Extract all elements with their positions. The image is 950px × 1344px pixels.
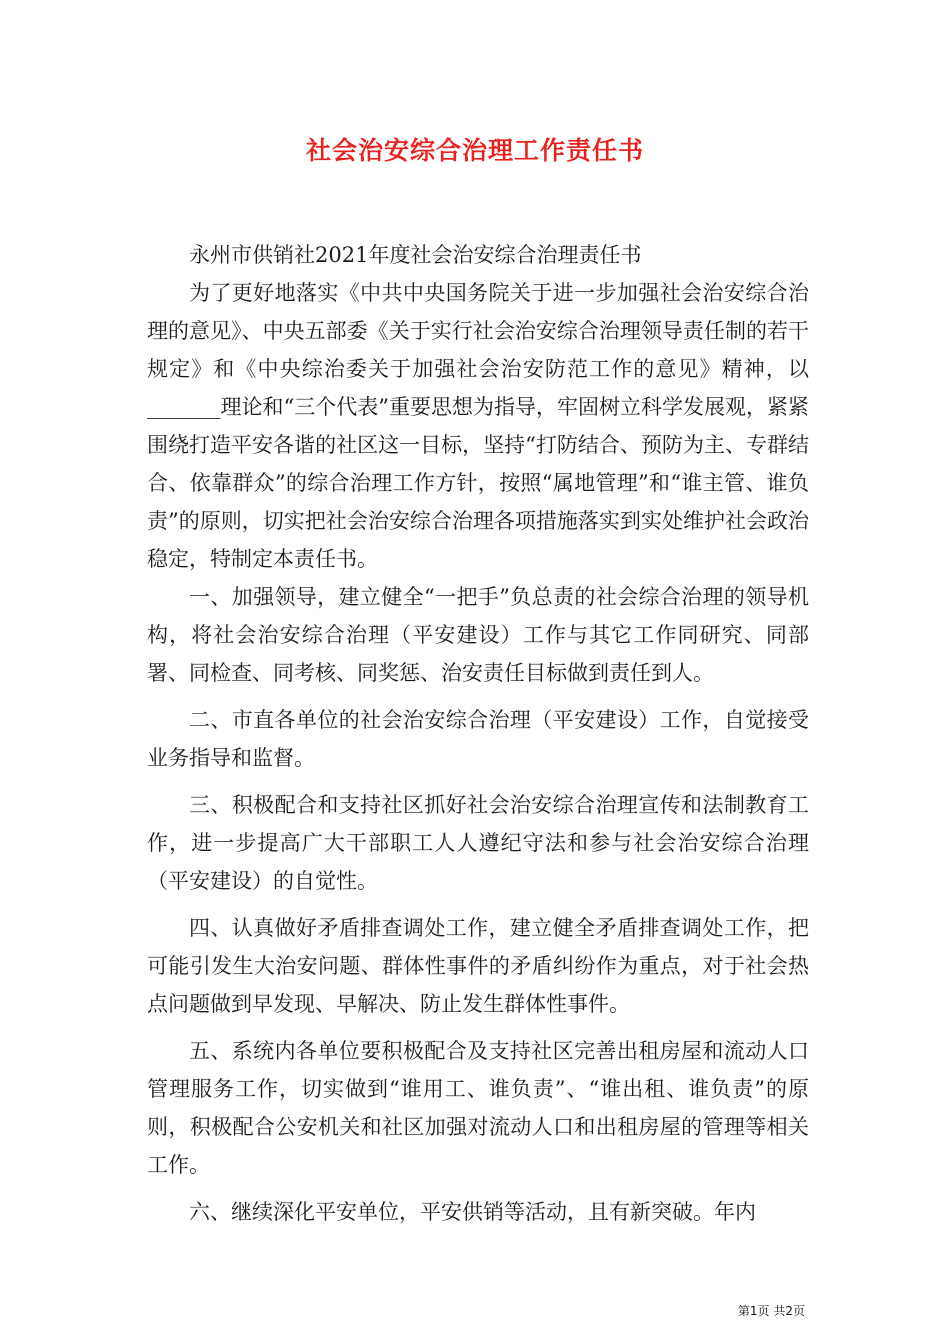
document-title: 社会治安综合治理工作责任书 [305, 136, 644, 165]
page-number-indicator: 第1页 共2页 [737, 1304, 805, 1318]
clause-3-paragraph: 三、积极配合和支持社区抓好社会治安综合治理宣传和法制教育工作，进一步提高广大干部职工人人遵纪守法和参与社会治安综合治理（平安建设）的自觉性。 [147, 793, 809, 893]
document-subtitle: 永州市供销社2021年度社会治安综合治理责任书 [189, 243, 642, 267]
clause-4-paragraph: 四、认真做好矛盾排查调处工作，建立健全矛盾排查调处工作，把可能引发生大治安问题、群体性事件的矛盾纠纷作为重点，对于社会热点问题做到早发现、早解决、防止发生群体性事件。 [147, 916, 809, 1016]
clause-5-paragraph: 五、系统内各单位要积极配合及支持社区完善出租房屋和流动人口管理服务工作，切实做到“谁用工、谁负责”、“谁出租、谁负责”的原则，积极配合公安机关和社区加强对流动人口和出租房屋的管理等相关工作。 [147, 1039, 809, 1177]
clause-6-paragraph: 六、继续深化平安单位，平安供销等活动，且有新突破。年内 [189, 1200, 756, 1224]
clause-2-paragraph: 二、市直各单位的社会治安综合治理（平安建设）工作，自觉接受业务指导和监督。 [147, 708, 809, 770]
clause-1-paragraph: 一、加强领导，建立健全“一把手”负总责的社会综合治理的领导机构，将社会治安综合治理（平安建设）工作与其它工作同研究、同部署、同检查、同考核、同奖惩、治安责任目标做到责任到人。 [147, 585, 809, 685]
document-body [147, 236, 809, 1231]
intro-paragraph: 为了更好地落实《中共中央国务院关于进一步加强社会治安综合治理的意见》、中央五部委《关于实行社会治安综合治理领导责任制的若干规定》和《中央综治委关于加强社会治安防范工作的意见》精神，以_______理论和“三个代表”重要思想为指导，牢固树立科学发展观，紧紧围绕打造平安各谐的社区这一目标，坚持“打防结合、预防为主、专群结合、依靠群众”的综合治理工作方针，按照“属地管理”和“谁主管、谁负责”的原则，切实把社会治安综合治理各项措施落实到实处维护社会政治稳定，特制定本责任书。 [147, 281, 809, 571]
